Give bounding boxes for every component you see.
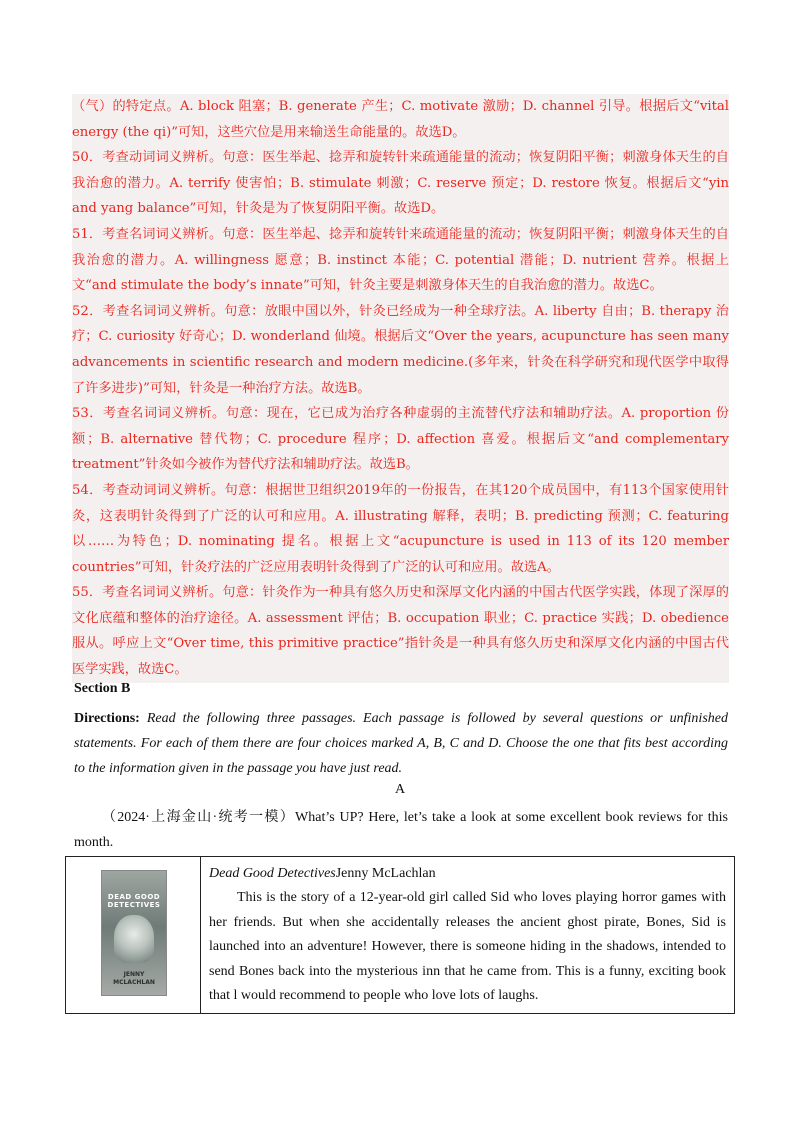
book-review-table (65, 856, 735, 1014)
ghost-illustration (114, 915, 154, 963)
answer-explanations (72, 94, 729, 683)
answer-54: 54．考查动词词义辨析。句意：根据世卫组织2019年的一份报告，在其120个成员国中，有113个国家使用针灸，这表明针灸得到了广泛的认可和应用。A. illustrating 解释，表明；B. predicting 预测；C. featuring 以……为特色；D. nominating 提名。根据上文“acupuncture is used in 113 of its 120 member countries”可知，针灸疗法的广泛应用表明针灸得到了广泛的认可和应用。故选A。 (72, 482, 729, 575)
book-author: Jenny McLachlan (335, 866, 436, 881)
answer-53: 53．考查名词词义辨析。句意：现在，它已成为治疗各种虚弱的主流替代疗法和辅助疗法。A. proportion 份额；B. alternative 替代物；C. procedure 程序；D. affection 喜爱。根据后文“and complementary treatment”针灸如今被作为替代疗法和辅助疗法。故选B。 (72, 406, 729, 473)
section-title: Section B (74, 681, 131, 696)
directions-text: Read the following three passages. Each passage is followed by several questions or unfinished statements. For each of them there are four choices marked A, B, C and D. Choose the one that fits best according to the information given in the passage you have just read. (74, 711, 728, 777)
book-title: Dead Good Detectives (209, 866, 336, 881)
review-body: This is the story of a 12-year-old girl called Sid who loves playing horror games with her friends. But when she accidentally releases the ancient ghost pirate, Bones, Sid is launched into an adventure! However, there is someone hiding in the shadows, intended to send Bones back into the mysterious inn that he came from. This is a funny, exciting book that l would recommend to people who love lots of laughs. (209, 890, 726, 1004)
book-cover-image (101, 870, 167, 996)
answer-51: 51．考查名词词义辨析。句意：医生举起、捻弄和旋转针来疏通能量的流动；恢复阴阳平衡；刺激身体天生的自我治愈的潜力。A. willingness 愿意；B. instinct 本能；C. potential 潜能；D. nutrient 营养。根据上文“and stimulate the body’s innate”可知，针灸主要是刺激身体天生的自我治愈的潜力。故选C。 (72, 226, 729, 294)
directions-paragraph (74, 706, 728, 782)
answer-55: 55．考查名词词义辨析。句意：针灸作为一种具有悠久历史和深厚文化内涵的中国古代医学实践，体现了深厚的文化底蕴和整体的治疗途径。A. assessment 评估；B. occupation 职业；C. practice 实践；D. obedience 服从。呼应上文“Over time, this primitive practice”指针灸是一种具有悠久历史和深厚文化内涵的中国古代医学实践，故选C。 (72, 585, 729, 678)
answer-52: 52．考查名词词义辨析。句意：放眼中国以外，针灸已经成为一种全球疗法。A. liberty 自由；B. therapy 治疗；C. curiosity 好奇心；D. wonderland 仙境。根据后文“Over the years, acupuncture has seen many advancements in scientific research and modern medicine.(多年来，针灸在科学研究和现代医学中取得了许多进步)”可知，针灸是一种治疗方法。故选B。 (72, 303, 729, 396)
answer-49-continued: （气）的特定点。A. block 阻塞；B. generate 产生；C. motivate 激励；D. channel 引导。根据后文“vital energy (the qi)”可知，这些穴位是用来输送生命能量的。故选D。 (72, 99, 729, 140)
directions-label: Directions: (74, 711, 140, 726)
review-cell (201, 857, 734, 1013)
answer-50: 50．考查动词词义辨析。句意：医生举起、捻弄和旋转针来疏通能量的流动；恢复阴阳平衡；刺激身体天生的自我治愈的潜力。A. terrify 使害怕；B. stimulate 刺激；C. reserve 预定；D. restore 恢复。根据后文“yin and yang balance”可知，针灸是为了恢复阴阳平衡。故选D。 (72, 150, 729, 217)
cover-cell (66, 857, 201, 1013)
cover-title: DEAD GOOD DETECTIVES (107, 893, 161, 909)
passage-letter: A (394, 782, 406, 797)
passage-intro: （2024·上海金山·统考一模）What’s UP? Here, let’s take a look at some excellent book reviews for this month. (74, 810, 728, 850)
review-heading (209, 862, 726, 886)
cover-author: JENNY MCLACHLAN (113, 971, 155, 986)
